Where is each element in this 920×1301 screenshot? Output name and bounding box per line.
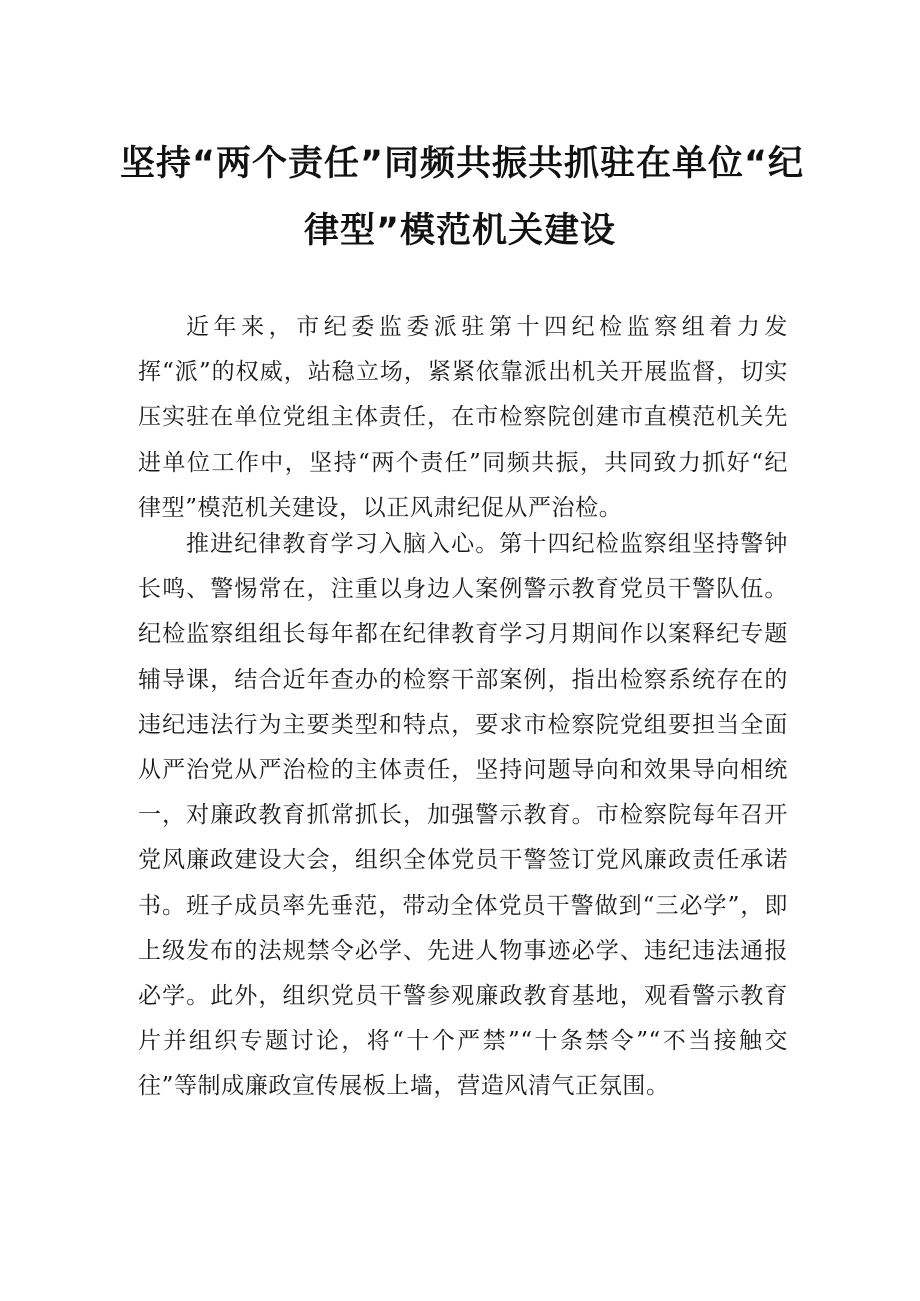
body-paragraph-2: 推进纪律教育学习入脑入心。第十四纪检监察组坚持警钟长鸣、警惕常在，注重以身边人案例警示教育党员干警队伍。纪检监察组组长每年都在纪律教育学习月期间作以案释纪专题辅导课，结合近年查办的检察干部案例，指出检察系统存在的违纪违法行为主要类型和特点，要求市检察院党组要担当全面从严治党从严治检的主体责任，坚持问题导向和效果导向相统一，对廉政教育抓常抓长，加强警示教育。市检察院每年召开党风廉政建设大会，组织全体党员干警签订党风廉政责任承诺书。班子成员率先垂范，带动全体党员干警做到“三必学”，即上级发布的法规禁令必学、先进人物事迹必学、违纪违法通报必学。此外，组织党员干警参观廉政教育基地，观看警示教育片并组织专题讨论，将“十个严禁”“十条禁令”“不当接触交往”等制成廉政宣传展板上墙，营造风清气正氛围。 bbox=[138, 531, 788, 1100]
title-line-1: 坚持“两个责任”同频共振共抓驻在单位“纪 bbox=[120, 144, 805, 184]
title-line-2: 律型”模范机关建设 bbox=[303, 211, 616, 251]
body-paragraph-1: 近年来，市纪委监委派驻第十四纪检监察组着力发挥“派”的权威，站稳立场，紧紧依靠派出机关开展监督，切实压实驻在单位党组主体责任，在市检察院创建市直模范机关先进单位工作中，坚持“两个责任”同频共振，共同致力抓好“纪律型”模范机关建设，以正风肃纪促从严治检。 bbox=[138, 314, 788, 521]
